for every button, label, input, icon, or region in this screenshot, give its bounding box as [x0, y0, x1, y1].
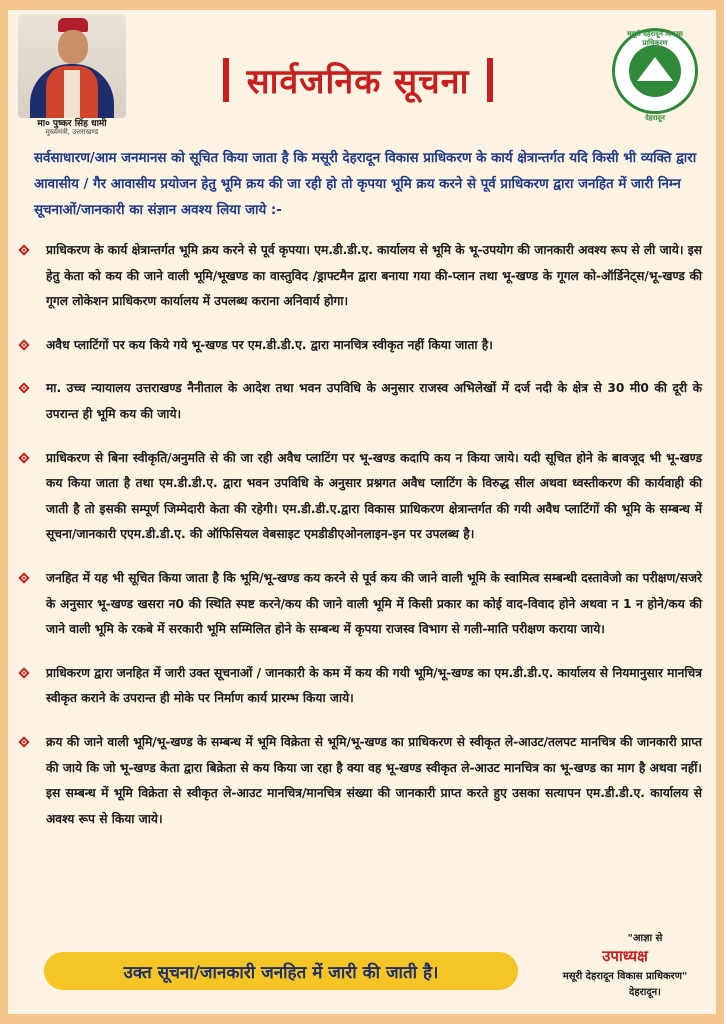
signature-block: [540, 930, 710, 998]
diamond-bullet-icon: [18, 452, 29, 463]
frame-top: [0, 0, 724, 10]
notice-item-text: प्राधिकरण के कार्य क्षेत्रान्तर्गत भूमि क्रय करने से पूर्व कृपया। एम.डी.डी.ए. कार्यालय से भूमि के भू-उपयोग की जानकारी अवश्य रूप से ली जाये। इस हेतु केता को कय की जाने वाली भूमि/भूखण्ड का वास्तुविद /ड्राफ्टमैन द्वारा बनाया गया की-प्लान तथा भू-खण्ड के गूगल को-ऑर्डिनेट्स/भू-खण्ड की गूगल लोकेशन प्राधिकरण कार्यालय में उपलब्ध कराना अनिवार्य होगा।: [46, 243, 702, 309]
notice-item-text: क्रय की जाने वाली भूमि/भू-खण्ड के सम्बन्ध में भूमि विक्रेता से भूमि/भू-खण्ड का प्राधिकरण से स्वीकृत ले-आउट/तलपट मानचित्र की जानकारी प्राप्त की जाये कि जो भू-खण्ड केता द्वारा बिक्रेता से कय किया जा रहा है क्या वह भू-खण्ड स्वीकृत ले-आउट मानचित्र का भू-खण्ड का माग है अथवा नहीं। इस सम्बन्ध में भूमि विक्रेता से स्वीकृत ले-आउट मानचित्र/मानचित्र संख्या की जानकारी प्राप्त करते हुए उसका सत्यापन एम.डी.डी.ए. कार्यालय से अवश्य रूप से किया जाये।: [46, 734, 702, 826]
portrait-subtitle: मुख्यमंत्री, उत्तराखण्ड: [45, 128, 99, 136]
notice-item: [16, 661, 702, 712]
notice-item: [16, 566, 702, 643]
notice-item-text: प्राधिकरण द्वारा जनहित में जारी उक्त सूचनाओं / जानकारी के कम में कय की गयी भूमि/भू-खण्ड का एम.डी.डी.ए. कार्यालय से नियमानुसार मानचित्र स्वीकृत कराने के उपरान्त ही मोके पर निर्माण कार्य प्रारम्भ किया जाये।: [46, 665, 702, 706]
notice-item: [16, 376, 702, 427]
notice-item-text: मा. उच्च न्यायालय उत्तराखण्ड नैनीताल के आदेश तथा भवन उपविधि के अनुसार राजस्व अभिलेखों में दर्ज नदी के क्षेत्र से 30 मी0 की दूरी के उपरान्त ही भूमि कय की जाये।: [46, 381, 702, 421]
notice-item: [16, 730, 702, 832]
page-title-box: [188, 52, 528, 108]
diamond-bullet-icon: [18, 383, 29, 394]
mountain-icon: [637, 57, 673, 81]
chief-minister-portrait: [18, 14, 126, 118]
page-title: सार्वजनिक सूचना: [246, 62, 470, 102]
frame-right: [716, 0, 724, 1024]
intro-paragraph: सर्वसाधारण/आम जनमानस को सूचित किया जाता है कि मसूरी देहरादून विकास प्राधिकरण के कार्य क्षेत्रान्तर्गत यदि किसी भी व्यक्ति द्वारा आवासीय / गैर आवासीय प्रयोजन हेतु भूमि क्रय की जा रही हो तो कृपया भूमि क्रय करने से पूर्व प्राधिकरण द्वारा जनहित में जारी निम्न सूचनाओं/जानकारी का संज्ञान अवश्य लिया जाये :-: [34, 151, 697, 218]
frame-left: [0, 0, 8, 1024]
notice-item: [16, 333, 702, 359]
logo-city: देहरादून: [645, 114, 665, 122]
notice-item-text: प्राधिकरण से बिना स्वीकृति/अनुमति से की जा रही अवैध प्लाटिंग पर भू-खण्ड कदापि कय न किया जाये। यदी सूचित होने के बावजूद भी भू-खण्ड कय किया जाता है तथा एम.डी.डी.ए. द्वारा भवन उपविधि के अनुसार प्रश्नगत अवैध प्लाटिंग के विरुद्ध सील अथवा ध्वस्तीकरण की कार्यवाही की जाती है तो इसकी सम्पूर्ण जिम्मेदारी केता की रहेगी। एम.डी.डी.ए.द्वारा विकास प्राधिकरण क्षेत्रान्तर्गत की गयी अवैध प्लाटिंगों की भूमि के सम्बन्ध में सूचना/जानकारी एएम.डी.डी.ए. की ऑफिसियल वेबसाइट एमडीडीएओनलाइन-इन पर उपलब्ध है।: [46, 450, 702, 542]
notice-list: [16, 238, 702, 832]
diamond-bullet-icon: [18, 736, 29, 747]
frame-bottom: [0, 1014, 724, 1024]
diamond-bullet-icon: [18, 667, 29, 678]
portrait-name: मा० पुष्कर सिंह धामी: [37, 119, 107, 129]
diamond-bullet-icon: [18, 572, 29, 583]
signatory-org: मसूरी देहरादून विकास प्राधिकरण": [562, 971, 688, 982]
signatory-city: देहरादून।: [629, 987, 661, 998]
notice-item-text: जनहित में यह भी सूचित किया जाता है कि भूमि/भू-खण्ड कय करने से पूर्व कय की जाने वाली भूमि के स्वामित्व सम्बन्धी दस्तावेजो का परीक्षण/सजरे के अनुसार भू-खण्ड खसरा न0 की स्थिति स्पष्ट करने/कय की जाने वाली भूमि में किसी प्रकार का कोई वाद-विवाद होने अथवा न 1 न होने/कय की जाने वाली भूमि के रकबे में सरकारी भूमि सम्मिलित होने के सम्बन्ध में कृपया राजस्व विभाग से गली-माति परीक्षण कराया जाये।: [46, 570, 702, 637]
signatory-title: उपाध्यक्ष: [602, 947, 648, 965]
order-line: "आज्ञा से: [627, 933, 663, 944]
diamond-bullet-icon: [18, 244, 29, 255]
notice-item: [16, 446, 702, 548]
title-bar-left: [223, 58, 229, 102]
logo-ring-text: मसूरी देहरादून विकास प्राधिकरण: [627, 30, 683, 47]
notice-item-text: अवैध प्लाटिंगों पर कय किये गये भू-खण्ड पर एम.डी.डी.ए. द्वारा मानचित्र स्वीकृत नहीं किया जाता है।: [46, 337, 493, 352]
notice-item: [16, 238, 702, 315]
footer-banner: उक्त सूचना/जानकारी जनहित में जारी की जाती है।: [44, 952, 518, 990]
diamond-bullet-icon: [18, 339, 29, 350]
title-bar-right: [487, 58, 493, 102]
